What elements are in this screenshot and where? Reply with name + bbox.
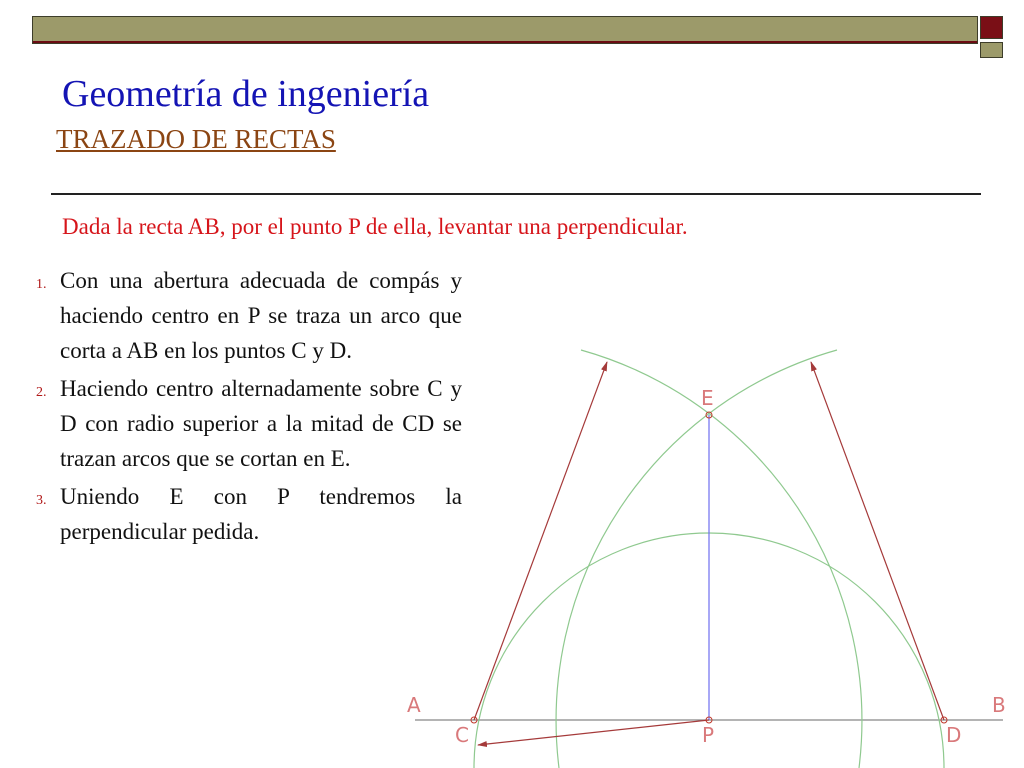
step-number: 3. — [36, 493, 47, 508]
label-d: D — [946, 723, 962, 747]
arc-center-d — [556, 350, 837, 768]
slide-subtitle: TRAZADO DE RECTAS — [56, 124, 336, 154]
step-text: Uniendo E con P tendremos la perpendicular pedida. — [60, 484, 462, 544]
header-bar-olive-stripe — [33, 17, 977, 41]
header-bar — [32, 16, 978, 44]
label-b: B — [992, 693, 1006, 717]
label-p: P — [702, 723, 715, 747]
radius-arrow-d — [811, 362, 944, 720]
step-item — [36, 371, 462, 476]
radius-arrow-p — [478, 720, 709, 745]
step-item — [36, 479, 462, 549]
header-bar-maroon-stripe — [33, 41, 977, 43]
arc-center-c — [581, 350, 862, 768]
step-number: 2. — [36, 385, 47, 400]
label-c: C — [455, 723, 469, 747]
radius-arrow-c — [474, 362, 607, 720]
label-a: A — [407, 693, 421, 717]
steps-list — [36, 263, 462, 552]
construction-diagram — [400, 340, 1024, 768]
step-text: Haciendo centro alternadamente sobre C y D con radio superior a la mitad de CD se trazan arcos que se cortan en E. — [60, 376, 462, 471]
label-e: E — [701, 386, 714, 410]
corner-square-maroon — [980, 16, 1003, 39]
step-item — [36, 263, 462, 368]
step-text: Con una abertura adecuada de compás y haciendo centro en P se traza un arco que corta a AB en los puntos C y D. — [60, 268, 462, 363]
title-divider — [51, 193, 981, 195]
corner-square-olive — [980, 42, 1003, 58]
step-number: 1. — [36, 277, 47, 292]
slide-title: Geometría de ingeniería — [62, 73, 430, 115]
problem-statement: Dada la recta AB, por el punto P de ella, levantar una perpendicular. — [62, 214, 688, 239]
